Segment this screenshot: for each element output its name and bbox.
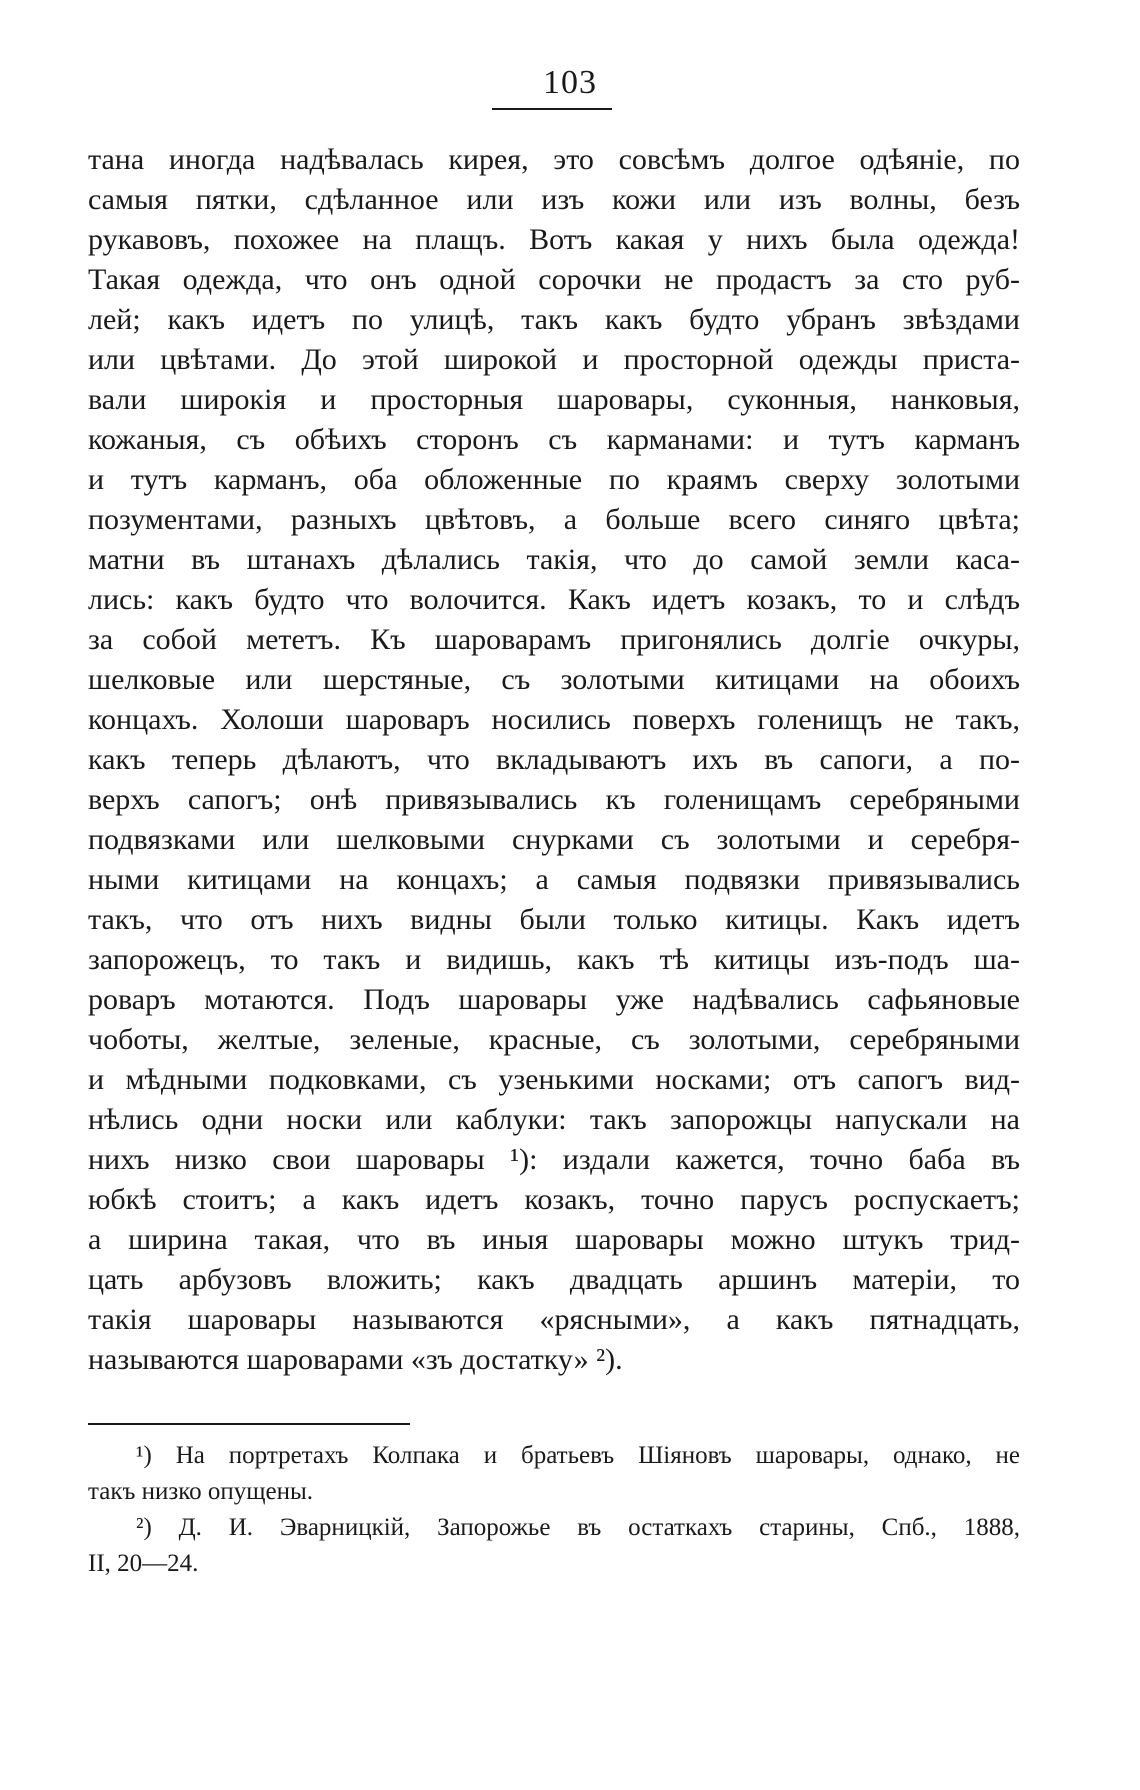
- text-line: верхъ сапогъ; онѣ привязывались къ голенищамъ серебряными: [88, 783, 1020, 816]
- page-number-rule: [492, 108, 612, 110]
- footnote-line: II, 20—24.: [88, 1550, 199, 1577]
- footnote-separator: [88, 1423, 410, 1425]
- text-line: рукавовъ, похожее на плащъ. Вотъ какая у нихъ была одежда!: [88, 223, 1020, 256]
- text-line: какъ теперь дѣлаютъ, что вкладываютъ ихъ въ сапоги, а по-: [88, 743, 1020, 776]
- text-line: позументами, разныхъ цвѣтовъ, а больше всего синяго цвѣта;: [88, 503, 1020, 536]
- text-line: нихъ низко свои шаровары ¹): издали кажется, точно баба въ: [88, 1143, 1020, 1176]
- text-line: а ширина такая, что въ иныя шаровары можно штукъ трид-: [88, 1223, 1020, 1256]
- text-line: тана иногда надѣвалась кирея, это совсѣмъ долгое одѣяніе, по: [88, 143, 1020, 176]
- text-line: лись: какъ будто что волочится. Какъ идетъ козакъ, то и слѣдъ: [88, 583, 1020, 616]
- text-line: и тутъ карманъ, оба обложенные по краямъ сверху золотыми: [88, 463, 1020, 496]
- text-line: и мѣдными подковками, съ узенькими носками; отъ сапогъ вид-: [88, 1063, 1020, 1096]
- footnote-1: [88, 1438, 1020, 1510]
- text-line: называются шароварами «зъ достатку» ²).: [88, 1343, 623, 1376]
- text-line: самыя пятки, сдѣланное или изъ кожи или изъ волны, безъ: [88, 183, 1020, 216]
- footnotes: [88, 1438, 1020, 1582]
- text-line: запорожецъ, то такъ и видишь, какъ тѣ китицы изъ-подъ ша-: [88, 943, 1020, 976]
- text-line: кожаныя, съ обѣихъ сторонъ съ карманами: и тутъ карманъ: [88, 423, 1020, 456]
- text-line: лей; какъ идетъ по улицѣ, такъ какъ будто убранъ звѣздами: [88, 303, 1020, 336]
- footnote-line: ²) Д. И. Эварницкій, Запорожье въ остаткахъ старины, Спб., 1888,: [136, 1514, 1020, 1541]
- text-line: цать арбузовъ вложить; какъ двадцать аршинъ матеріи, то: [88, 1263, 1020, 1296]
- main-text: [88, 140, 1020, 1380]
- text-line: вали широкія и просторныя шаровары, суконныя, нанковыя,: [88, 383, 1020, 416]
- text-line: концахъ. Холоши шароваръ носились поверхъ голенищъ не такъ,: [88, 703, 1020, 736]
- footnote-line: ¹) На портретахъ Колпака и братьевъ Шіяновъ шаровары, однако, не: [136, 1442, 1020, 1469]
- text-line: шелковые или шерстяные, съ золотыми китицами на обоихъ: [88, 663, 1020, 696]
- footnote-2: [88, 1510, 1020, 1582]
- text-line: нѣлись одни носки или каблуки: такъ запорожцы напускали на: [88, 1103, 1020, 1136]
- text-line: юбкѣ стоитъ; а какъ идетъ козакъ, точно парусъ роспускаетъ;: [88, 1183, 1020, 1216]
- page-number: 103: [543, 64, 597, 101]
- text-line: такъ, что отъ нихъ видны были только китицы. Какъ идетъ: [88, 903, 1020, 936]
- text-line: ными китицами на концахъ; а самыя подвязки привязывались: [88, 863, 1020, 896]
- text-line: или цвѣтами. До этой широкой и просторной одежды приста-: [88, 343, 1020, 376]
- text-line: матни въ штанахъ дѣлались такія, что до самой земли каса-: [88, 543, 1020, 576]
- footnote-line: такъ низко опущены.: [88, 1478, 314, 1505]
- text-line: подвязками или шелковыми снурками съ золотыми и серебря-: [88, 823, 1020, 856]
- text-line: чоботы, желтые, зеленые, красные, съ золотыми, серебряными: [88, 1023, 1020, 1056]
- text-line: такія шаровары называются «рясными», а какъ пятнадцать,: [88, 1303, 1020, 1336]
- text-line: за собой мететъ. Къ шароварамъ пригонялись долгіе очкуры,: [88, 623, 1020, 656]
- text-line: Такая одежда, что онъ одной сорочки не продастъ за сто руб-: [88, 263, 1020, 296]
- text-line: роваръ мотаются. Подъ шаровары уже надѣвались сафьяновые: [88, 983, 1020, 1016]
